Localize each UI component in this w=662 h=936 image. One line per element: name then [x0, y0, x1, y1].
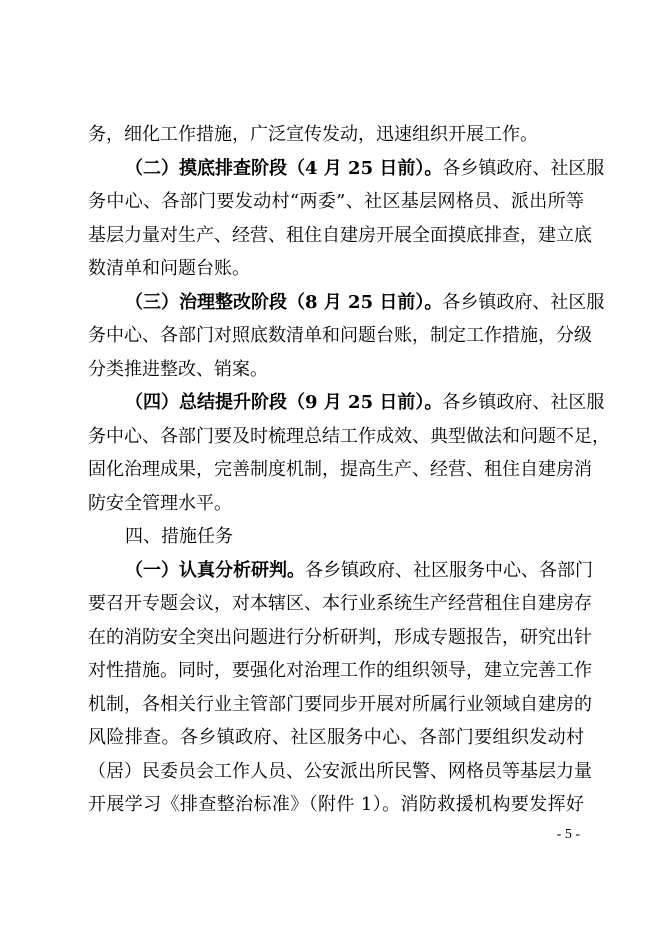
text-line: 固化治理成果，完善制度机制，提高生产、经营、租住自建房消	[88, 459, 592, 480]
task-1-heading: （一）认真分析研判。	[125, 559, 305, 581]
text-line: 开展学习《排查整治标准》（附件 1）。消防救援机构要发挥好	[88, 794, 584, 815]
paragraph-stage-3-line	[88, 286, 605, 320]
paragraph-stage-2-line	[88, 252, 584, 286]
page-number: - 5 -	[556, 827, 580, 842]
text-line: 各乡镇政府、社区服	[442, 392, 605, 413]
paragraph-stage-3-line	[88, 319, 592, 353]
paragraph-task-1-line	[88, 554, 593, 588]
text-line: 务中心、各部门要发动村“两委”、社区基层网格员、派出所等	[88, 191, 584, 212]
stage-3-heading: （三）治理整改阶段（8 月 25 日前）。	[125, 291, 443, 313]
paragraph-task-1-line	[88, 721, 584, 755]
paragraph-task-1-line	[88, 688, 592, 722]
text-line: 对性措施。同时，要强化对治理工作的组织领导，建立完善工作	[88, 660, 592, 681]
text-line: 风险排查。各乡镇政府、社区服务中心、各部门要组织发动村	[88, 727, 584, 748]
paragraph-continuation	[88, 118, 584, 152]
paragraph-task-1-line	[88, 587, 592, 621]
text-line: 各乡镇政府、社区服	[442, 291, 605, 313]
stage-4-heading: （四）总结提升阶段（9 月 25 日前）。	[125, 392, 443, 413]
section-title: 四、措施任务	[125, 526, 233, 547]
paragraph-task-1-line	[88, 621, 592, 655]
stage-2-heading: （二）摸底排查阶段（4 月 25 日前）。	[125, 157, 443, 179]
text-line: 数清单和问题台账。	[88, 258, 250, 279]
body-text	[88, 118, 610, 822]
paragraph-stage-3-line	[88, 353, 584, 387]
paragraph-stage-2-line	[88, 219, 592, 253]
text-line: 各乡镇政府、社区服	[442, 157, 605, 179]
paragraph-task-1-line	[88, 788, 584, 822]
text-line: 务中心、各部门对照底数清单和问题台账，制定工作措施，分级	[88, 325, 592, 346]
paragraph-stage-2-line	[88, 152, 605, 186]
text-line: 务，细化工作措施，广泛宣传发动，迅速组织开展工作。	[88, 124, 538, 145]
paragraph-stage-4-line	[88, 386, 605, 420]
paragraph-stage-4-line	[88, 420, 610, 454]
text-line: 务中心、各部门要及时梳理总结工作成效、典型做法和问题不足，	[88, 425, 610, 447]
text-line: 防安全管理水平。	[88, 492, 232, 514]
paragraph-stage-4-line	[88, 453, 592, 487]
text-line: 在的消防安全突出问题进行分析研判，形成专题报告，研究出针	[88, 626, 592, 648]
text-line: 要召开专题会议，对本辖区、本行业系统生产经营租住自建房存	[88, 593, 592, 614]
text-line: 各乡镇政府、社区服务中心、各部门	[305, 559, 593, 581]
text-line: 分类推进整改、销案。	[88, 358, 268, 380]
paragraph-task-1-line	[88, 654, 592, 688]
text-line: （居）民委员会工作人员、公安派出所民警、网格员等基层力量	[88, 760, 592, 782]
text-line: 机制，各相关行业主管部门要同步开展对所属行业领域自建房的	[88, 693, 592, 715]
paragraph-stage-2-line	[88, 185, 584, 219]
paragraph-stage-4-line	[88, 487, 584, 521]
text-line: 基层力量对生产、经营、租住自建房开展全面摸底排查，建立底	[88, 224, 592, 246]
paragraph-task-1-line	[88, 755, 592, 789]
section-heading	[88, 520, 584, 554]
